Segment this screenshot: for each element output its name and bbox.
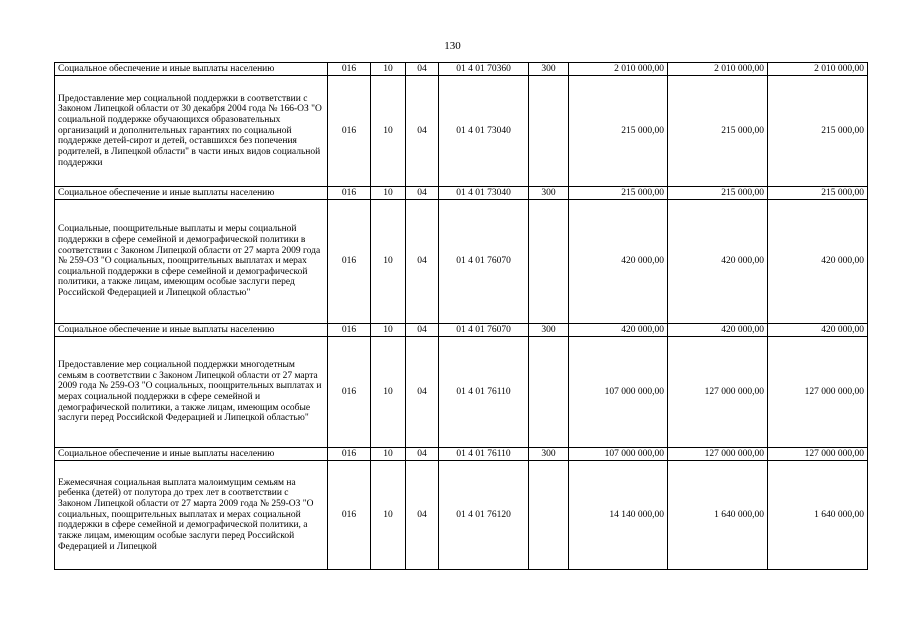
page-number: 130 [444, 40, 461, 52]
row-amount-year1: 215 000,00 [569, 187, 668, 200]
row-podrazdel: 04 [406, 76, 439, 187]
row-expense-type [529, 200, 569, 324]
row-expense-type [529, 76, 569, 187]
row-razdel: 10 [371, 63, 406, 76]
row-target-code: 01 4 01 76120 [439, 461, 529, 570]
row-amount-year1: 420 000,00 [569, 324, 668, 337]
row-target-code: 01 4 01 76110 [439, 337, 529, 448]
row-podrazdel: 04 [406, 337, 439, 448]
row-amount-year1: 420 000,00 [569, 200, 668, 324]
row-ved: 016 [328, 448, 371, 461]
row-amount-year1: 107 000 000,00 [569, 337, 668, 448]
row-description: Социальное обеспечение и иные выплаты населению [55, 324, 328, 337]
row-target-code: 01 4 01 73040 [439, 187, 529, 200]
row-description: Предоставление мер социальной поддержки в соответствии с Законом Липецкой области от 30 декабря 2004 года № 166-ОЗ "О социальной поддержке обучающихся образовательных организаций и дополнительных гарантиях по социальной поддержке детей-сирот и детей, оставшихся без попечения родителей, в Липецкой области" в части иных видов социальной поддержки [55, 76, 328, 187]
table-row [55, 461, 868, 570]
row-expense-type: 300 [529, 448, 569, 461]
row-description: Социальные, поощрительные выплаты и меры социальной поддержки в сфере семейной и демографической политики в соответствии с Законом Липецкой области от 27 марта 2009 года № 259-ОЗ "О социальных, поощрительных выплатах и мерах социальной поддержки в сфере семейной и демографической политики, а также лицам, имеющим особые заслуги перед Российской Федерацией и Липецкой областью" [55, 200, 328, 324]
row-podrazdel: 04 [406, 448, 439, 461]
row-ved: 016 [328, 63, 371, 76]
row-amount-year3: 2 010 000,00 [768, 63, 868, 76]
row-amount-year1: 107 000 000,00 [569, 448, 668, 461]
row-razdel: 10 [371, 76, 406, 187]
row-amount-year1: 2 010 000,00 [569, 63, 668, 76]
budget-table [54, 62, 868, 570]
row-amount-year2: 420 000,00 [668, 324, 768, 337]
row-ved: 016 [328, 187, 371, 200]
row-podrazdel: 04 [406, 461, 439, 570]
row-ved: 016 [328, 76, 371, 187]
row-ved: 016 [328, 337, 371, 448]
table-row [55, 63, 868, 76]
row-target-code: 01 4 01 76070 [439, 200, 529, 324]
row-amount-year3: 420 000,00 [768, 324, 868, 337]
row-amount-year3: 1 640 000,00 [768, 461, 868, 570]
table-row [55, 200, 868, 324]
row-ved: 016 [328, 324, 371, 337]
row-amount-year2: 215 000,00 [668, 187, 768, 200]
table-row [55, 337, 868, 448]
row-razdel: 10 [371, 200, 406, 324]
row-description: Социальное обеспечение и иные выплаты населению [55, 63, 328, 76]
table-row [55, 448, 868, 461]
row-amount-year2: 420 000,00 [668, 200, 768, 324]
row-expense-type [529, 461, 569, 570]
row-target-code: 01 4 01 73040 [439, 76, 529, 187]
row-target-code: 01 4 01 76110 [439, 448, 529, 461]
row-amount-year2: 215 000,00 [668, 76, 768, 187]
row-description: Предоставление мер социальной поддержки многодетным семьям в соответствии с Законом Липецкой области от 27 марта 2009 года № 259-ОЗ "О социальных, поощрительных выплатах и мерах социальной поддержки в сфере семейной и демографической политики, а также лицам, имеющим особые заслуги перед Российской Федерацией и Липецкой областью" [55, 337, 328, 448]
row-expense-type [529, 337, 569, 448]
table-row [55, 76, 868, 187]
row-amount-year3: 215 000,00 [768, 187, 868, 200]
row-target-code: 01 4 01 76070 [439, 324, 529, 337]
row-amount-year3: 215 000,00 [768, 76, 868, 187]
row-razdel: 10 [371, 448, 406, 461]
row-ved: 016 [328, 200, 371, 324]
row-amount-year3: 127 000 000,00 [768, 448, 868, 461]
row-amount-year3: 420 000,00 [768, 200, 868, 324]
row-amount-year3: 127 000 000,00 [768, 337, 868, 448]
row-description: Ежемесячная социальная выплата малоимущим семьям на ребенка (детей) от полутора до трех лет в соответствии с Законом Липецкой области от 27 марта 2009 года № 259-ОЗ "О социальных, поощрительных выплатах и мерах социальной поддержки в сфере семейной и демографической политики, а также лицам, имеющим особые заслуги перед Российской Федерацией и Липецкой [55, 461, 328, 570]
table-row [55, 187, 868, 200]
row-razdel: 10 [371, 324, 406, 337]
row-podrazdel: 04 [406, 200, 439, 324]
row-podrazdel: 04 [406, 63, 439, 76]
row-amount-year1: 215 000,00 [569, 76, 668, 187]
row-amount-year2: 2 010 000,00 [668, 63, 768, 76]
table-row [55, 324, 868, 337]
row-amount-year1: 14 140 000,00 [569, 461, 668, 570]
row-ved: 016 [328, 461, 371, 570]
row-podrazdel: 04 [406, 187, 439, 200]
row-amount-year2: 1 640 000,00 [668, 461, 768, 570]
row-description: Социальное обеспечение и иные выплаты населению [55, 187, 328, 200]
row-razdel: 10 [371, 337, 406, 448]
row-razdel: 10 [371, 187, 406, 200]
row-expense-type: 300 [529, 324, 569, 337]
row-amount-year2: 127 000 000,00 [668, 448, 768, 461]
row-expense-type: 300 [529, 63, 569, 76]
row-expense-type: 300 [529, 187, 569, 200]
row-podrazdel: 04 [406, 324, 439, 337]
row-amount-year2: 127 000 000,00 [668, 337, 768, 448]
row-description: Социальное обеспечение и иные выплаты населению [55, 448, 328, 461]
row-razdel: 10 [371, 461, 406, 570]
row-target-code: 01 4 01 70360 [439, 63, 529, 76]
